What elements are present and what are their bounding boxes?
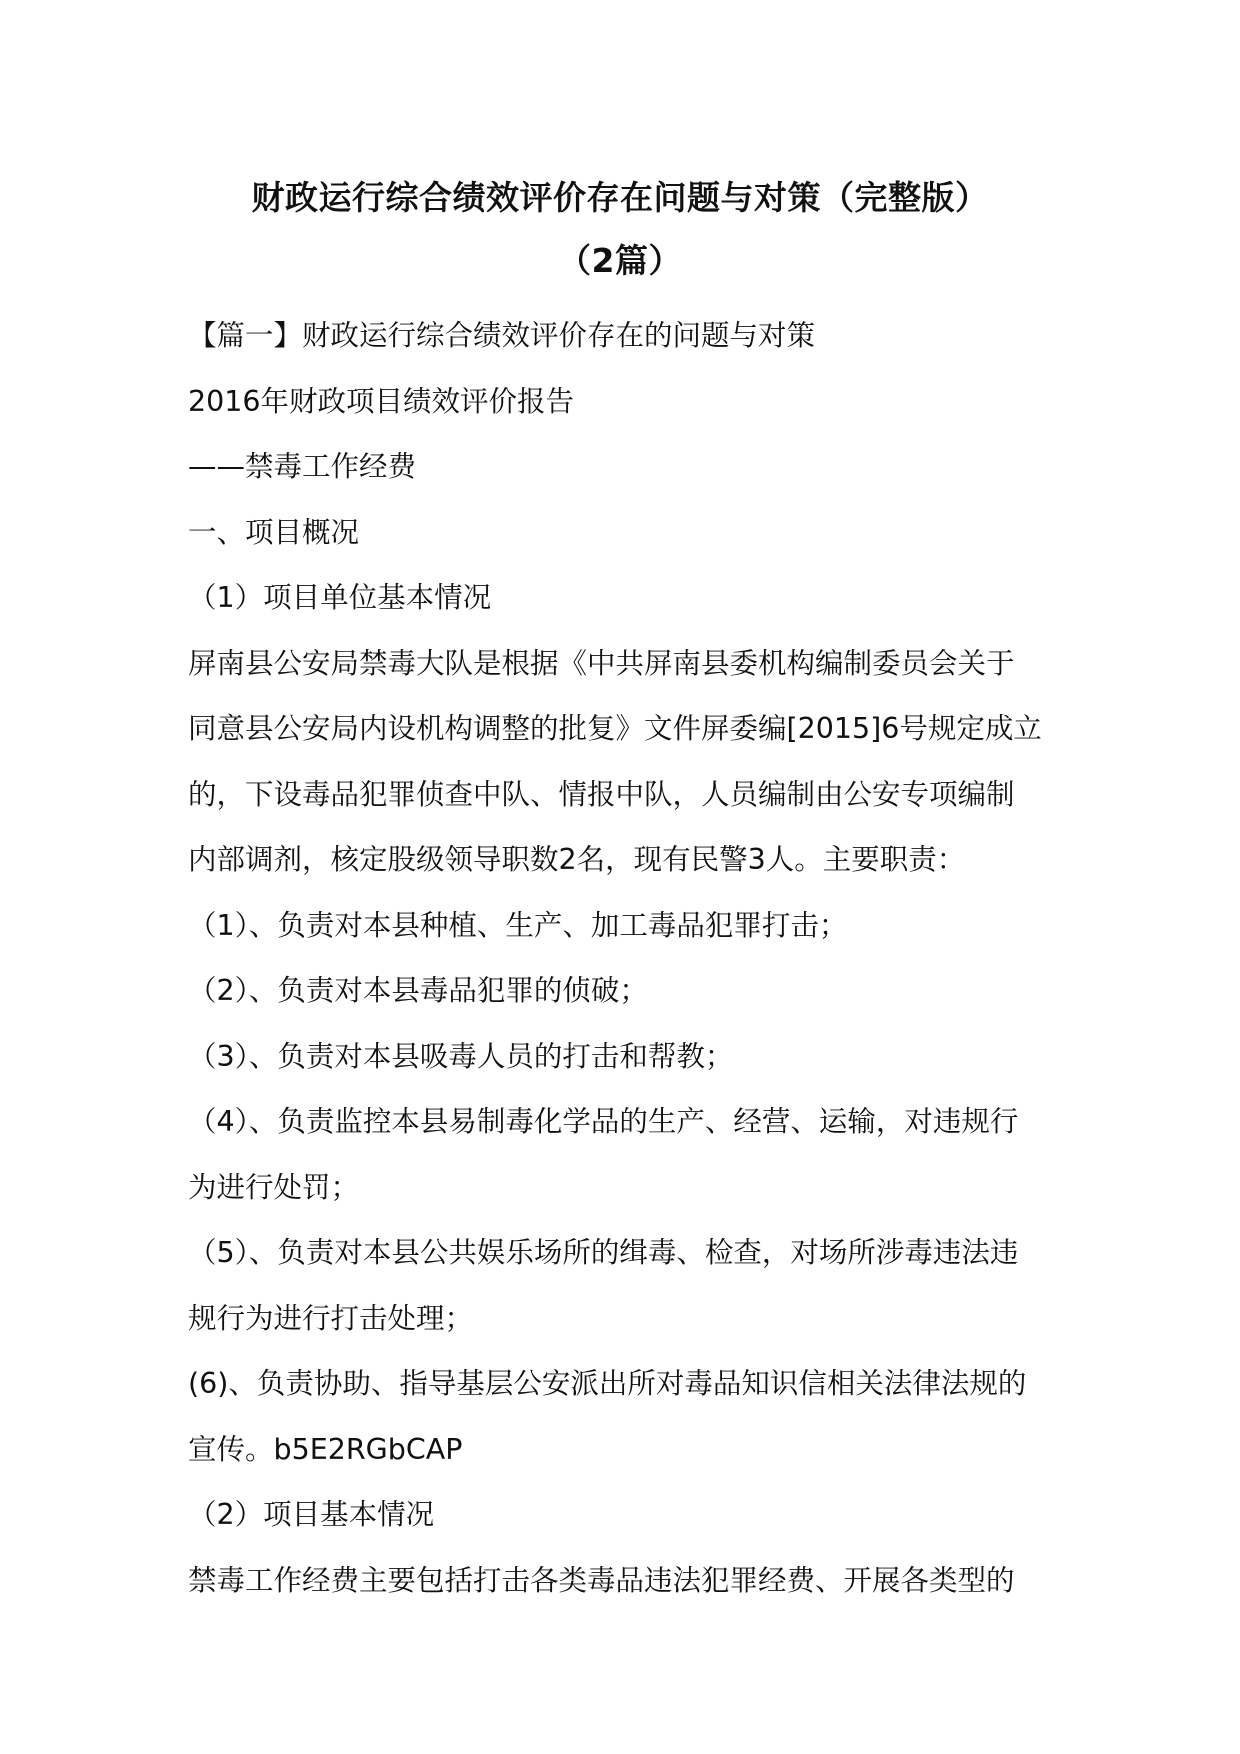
- duty-item: （2）、负责对本县毒品犯罪的侦破；: [188, 974, 648, 1007]
- duty-item: （4）、负责监控本县易制毒化学品的生产、经营、运输，对违规行: [188, 1105, 1019, 1138]
- report-title: 2016年财政项目绩效评价报告: [188, 384, 575, 418]
- duty-item: （3）、负责对本县吸毒人员的打击和帮教；: [188, 1039, 734, 1073]
- duty-item: （5）、负责对本县公共娱乐场所的缉毒、检查，对场所涉毒违法违: [188, 1236, 1019, 1269]
- paragraph-line: 禁毒工作经费主要包括打击各类毒品违法犯罪经费、开展各类型的: [188, 1563, 1015, 1597]
- document-subtitle: （2篇）: [558, 241, 682, 280]
- subsection-heading: （1）项目单位基本情况: [188, 581, 492, 614]
- paragraph-line: 同意县公安局内设机构调整的批复》文件屏委编[2015]6号规定成立: [188, 712, 1042, 745]
- duty-item-continued: 宣传。b5E2RGbCAP: [188, 1432, 463, 1466]
- paragraph-line: 内部调剂，核定股级领导职数2名，现有民警3人。主要职责：: [188, 843, 966, 876]
- duty-item-continued: 为进行处罚；: [188, 1170, 360, 1204]
- subsection-heading: （2）项目基本情况: [188, 1498, 435, 1531]
- paragraph-line: 屏南县公安局禁毒大队是根据《中共屏南县委机构编制委员会关于: [188, 646, 1015, 680]
- section-heading: 【篇一】财政运行综合绩效评价存在的问题与对策: [188, 319, 816, 352]
- document-body: [188, 303, 1068, 1613]
- duty-item: （1）、负责对本县种植、生产、加工毒品犯罪打击；: [188, 908, 848, 942]
- duty-item: (6)、负责协助、指导基层公安派出所对毒品知识信相关法律法规的: [188, 1367, 1027, 1400]
- duty-item-continued: 规行为进行打击处理；: [188, 1301, 474, 1335]
- chapter-heading: 一、项目概况: [188, 515, 360, 549]
- document-title: 财政运行综合绩效评价存在问题与对策（完整版）: [251, 178, 989, 217]
- report-subtitle: ——禁毒工作经费: [188, 450, 417, 483]
- paragraph-line: 的，下设毒品犯罪侦查中队、情报中队，人员编制由公安专项编制: [188, 777, 1015, 811]
